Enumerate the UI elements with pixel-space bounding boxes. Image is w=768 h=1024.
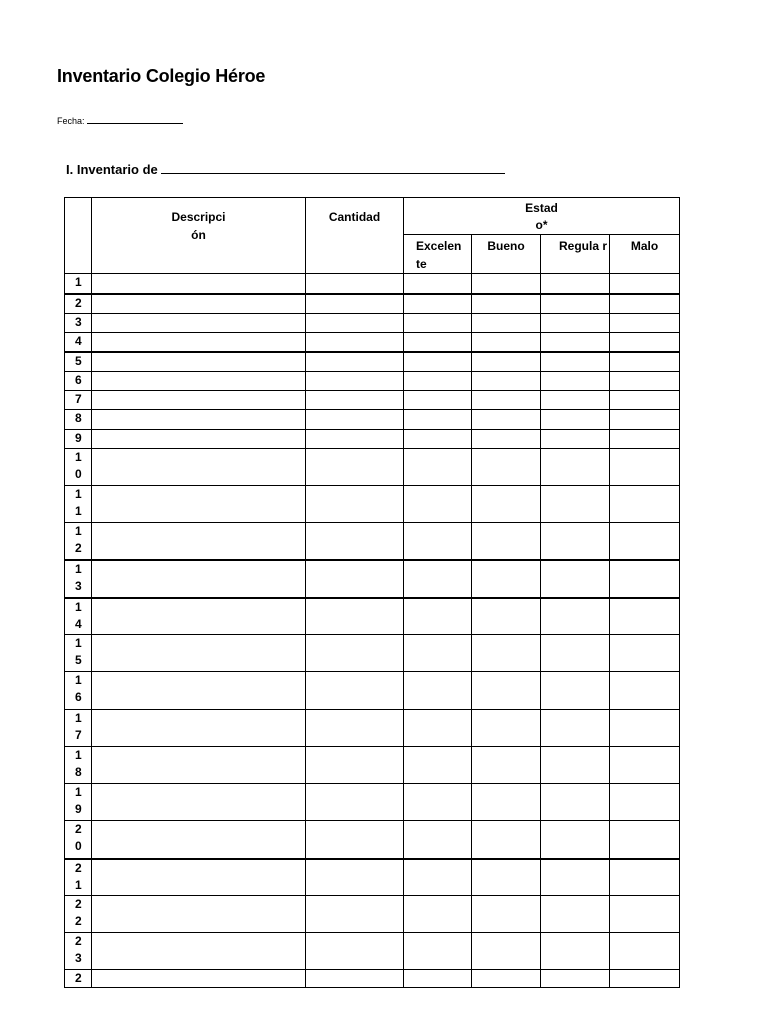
cell-regular[interactable] — [541, 970, 610, 988]
cell-cantidad[interactable] — [306, 598, 404, 635]
row-number: 16 — [65, 672, 92, 710]
cell-excelente[interactable] — [404, 274, 472, 294]
section-label: I. Inventario de — [66, 162, 158, 177]
row-number: 22 — [65, 896, 92, 933]
table-row — [65, 372, 680, 391]
cell-cantidad[interactable] — [306, 391, 404, 410]
cell-malo[interactable] — [610, 352, 680, 372]
table-row — [65, 747, 680, 784]
cell-excelente[interactable] — [404, 333, 472, 352]
row-number: 15 — [65, 635, 92, 672]
cell-bueno[interactable] — [472, 784, 541, 821]
cell-excelente[interactable] — [404, 449, 472, 486]
cell-regular[interactable] — [541, 523, 610, 560]
cell-bueno[interactable] — [472, 710, 541, 747]
cell-descripcion[interactable] — [92, 523, 306, 560]
cell-excelente[interactable] — [404, 560, 472, 598]
header-bueno: Bueno — [472, 235, 541, 274]
row-number: 1 — [65, 274, 92, 294]
row-number: 23 — [65, 933, 92, 970]
cell-excelente[interactable] — [404, 747, 472, 784]
cell-malo[interactable] — [610, 710, 680, 747]
cell-descripcion[interactable] — [92, 294, 306, 314]
cell-malo[interactable] — [610, 410, 680, 430]
table-row — [65, 430, 680, 449]
row-number: 12 — [65, 523, 92, 560]
cell-regular[interactable] — [541, 672, 610, 710]
cell-regular[interactable] — [541, 859, 610, 896]
cell-bueno[interactable] — [472, 410, 541, 430]
cell-cantidad[interactable] — [306, 372, 404, 391]
cell-malo[interactable] — [610, 372, 680, 391]
row-number: 18 — [65, 747, 92, 784]
cell-cantidad[interactable] — [306, 430, 404, 449]
cell-cantidad[interactable] — [306, 747, 404, 784]
row-number: 19 — [65, 784, 92, 821]
row-number: 11 — [65, 486, 92, 523]
cell-bueno[interactable] — [472, 821, 541, 859]
header-regular: Regula r — [541, 235, 610, 274]
cell-cantidad[interactable] — [306, 672, 404, 710]
cell-regular[interactable] — [541, 430, 610, 449]
table-row — [65, 710, 680, 747]
cell-malo[interactable] — [610, 672, 680, 710]
cell-malo[interactable] — [610, 294, 680, 314]
cell-cantidad[interactable] — [306, 410, 404, 430]
row-number: 2 — [65, 294, 92, 314]
cell-malo[interactable] — [610, 314, 680, 333]
table-row — [65, 672, 680, 710]
cell-bueno[interactable] — [472, 635, 541, 672]
cell-descripcion[interactable] — [92, 821, 306, 859]
cell-descripcion[interactable] — [92, 560, 306, 598]
cell-descripcion[interactable] — [92, 970, 306, 988]
page-title: Inventario Colegio Héroe — [57, 66, 266, 86]
cell-malo[interactable] — [610, 821, 680, 859]
table-row — [65, 933, 680, 970]
cell-excelente[interactable] — [404, 372, 472, 391]
table-row — [65, 635, 680, 672]
cell-cantidad[interactable] — [306, 274, 404, 294]
cell-bueno[interactable] — [472, 896, 541, 933]
cell-excelente[interactable] — [404, 410, 472, 430]
cell-excelente[interactable] — [404, 635, 472, 672]
cell-malo[interactable] — [610, 896, 680, 933]
row-number: 13 — [65, 560, 92, 598]
table-row — [65, 314, 680, 333]
fecha-field[interactable] — [57, 114, 183, 126]
row-number: 8 — [65, 410, 92, 430]
cell-excelente[interactable] — [404, 859, 472, 896]
cell-bueno[interactable] — [472, 430, 541, 449]
cell-bueno[interactable] — [472, 933, 541, 970]
cell-descripcion[interactable] — [92, 784, 306, 821]
cell-excelente[interactable] — [404, 314, 472, 333]
cell-excelente[interactable] — [404, 784, 472, 821]
cell-bueno[interactable] — [472, 352, 541, 372]
cell-cantidad[interactable] — [306, 560, 404, 598]
cell-excelente[interactable] — [404, 486, 472, 523]
row-number: 2 — [65, 970, 92, 988]
cell-malo[interactable] — [610, 635, 680, 672]
table-body — [65, 274, 680, 988]
table-row — [65, 333, 680, 352]
cell-cantidad[interactable] — [306, 314, 404, 333]
cell-bueno[interactable] — [472, 747, 541, 784]
cell-descripcion[interactable] — [92, 372, 306, 391]
cell-regular[interactable] — [541, 598, 610, 635]
cell-descripcion[interactable] — [92, 410, 306, 430]
cell-excelente[interactable] — [404, 523, 472, 560]
cell-bueno[interactable] — [472, 449, 541, 486]
cell-bueno[interactable] — [472, 333, 541, 352]
cell-regular[interactable] — [541, 314, 610, 333]
cell-descripcion[interactable] — [92, 598, 306, 635]
cell-regular[interactable] — [541, 933, 610, 970]
cell-regular[interactable] — [541, 747, 610, 784]
cell-bueno[interactable] — [472, 523, 541, 560]
cell-malo[interactable] — [610, 970, 680, 988]
cell-descripcion[interactable] — [92, 896, 306, 933]
cell-regular[interactable] — [541, 896, 610, 933]
table-row — [65, 896, 680, 933]
cell-bueno[interactable] — [472, 859, 541, 896]
cell-regular[interactable] — [541, 410, 610, 430]
cell-malo[interactable] — [610, 274, 680, 294]
header-descripcion: Descripci ón — [92, 198, 306, 274]
cell-excelente[interactable] — [404, 896, 472, 933]
cell-malo[interactable] — [610, 859, 680, 896]
row-number: 5 — [65, 352, 92, 372]
cell-cantidad[interactable] — [306, 784, 404, 821]
cell-cantidad[interactable] — [306, 821, 404, 859]
cell-descripcion[interactable] — [92, 635, 306, 672]
cell-regular[interactable] — [541, 784, 610, 821]
fecha-blank-line[interactable] — [87, 114, 183, 124]
header-excelente: Excelen te — [404, 235, 472, 274]
cell-excelente[interactable] — [404, 598, 472, 635]
cell-descripcion[interactable] — [92, 352, 306, 372]
cell-excelente[interactable] — [404, 391, 472, 410]
cell-descripcion[interactable] — [92, 672, 306, 710]
cell-bueno[interactable] — [472, 486, 541, 523]
cell-bueno[interactable] — [472, 294, 541, 314]
cell-cantidad[interactable] — [306, 333, 404, 352]
inventory-table — [64, 197, 680, 988]
cell-malo[interactable] — [610, 747, 680, 784]
row-number: 6 — [65, 372, 92, 391]
cell-bueno[interactable] — [472, 598, 541, 635]
row-number: 10 — [65, 449, 92, 486]
cell-regular[interactable] — [541, 449, 610, 486]
header-estado: Estad o* — [404, 198, 680, 235]
cell-cantidad[interactable] — [306, 710, 404, 747]
cell-descripcion[interactable] — [92, 314, 306, 333]
cell-malo[interactable] — [610, 523, 680, 560]
row-number: 21 — [65, 859, 92, 896]
table-row — [65, 598, 680, 635]
table-row — [65, 410, 680, 430]
section-blank-line[interactable] — [161, 160, 505, 174]
cell-cantidad[interactable] — [306, 970, 404, 988]
cell-bueno[interactable] — [472, 970, 541, 988]
cell-excelente[interactable] — [404, 710, 472, 747]
table-row — [65, 859, 680, 896]
cell-cantidad[interactable] — [306, 933, 404, 970]
cell-descripcion[interactable] — [92, 859, 306, 896]
row-number: 17 — [65, 710, 92, 747]
cell-excelente[interactable] — [404, 970, 472, 988]
cell-regular[interactable] — [541, 821, 610, 859]
table-row — [65, 784, 680, 821]
table-row — [65, 970, 680, 988]
cell-malo[interactable] — [610, 333, 680, 352]
cell-cantidad[interactable] — [306, 523, 404, 560]
cell-excelente[interactable] — [404, 352, 472, 372]
cell-descripcion[interactable] — [92, 747, 306, 784]
table-row — [65, 391, 680, 410]
cell-bueno[interactable] — [472, 672, 541, 710]
cell-malo[interactable] — [610, 933, 680, 970]
section-heading — [66, 160, 505, 177]
row-number: 7 — [65, 391, 92, 410]
table-row — [65, 821, 680, 859]
table-row — [65, 486, 680, 523]
cell-bueno[interactable] — [472, 560, 541, 598]
cell-regular[interactable] — [541, 352, 610, 372]
cell-descripcion[interactable] — [92, 486, 306, 523]
cell-descripcion[interactable] — [92, 274, 306, 294]
cell-descripcion[interactable] — [92, 430, 306, 449]
header-number — [65, 198, 92, 274]
fecha-label: Fecha: — [57, 116, 85, 126]
table-row — [65, 449, 680, 486]
row-number: 20 — [65, 821, 92, 859]
cell-excelente[interactable] — [404, 672, 472, 710]
cell-regular[interactable] — [541, 486, 610, 523]
cell-cantidad[interactable] — [306, 635, 404, 672]
cell-cantidad[interactable] — [306, 294, 404, 314]
cell-cantidad[interactable] — [306, 896, 404, 933]
cell-cantidad[interactable] — [306, 352, 404, 372]
cell-regular[interactable] — [541, 294, 610, 314]
cell-regular[interactable] — [541, 710, 610, 747]
cell-bueno[interactable] — [472, 274, 541, 294]
cell-malo[interactable] — [610, 391, 680, 410]
cell-descripcion[interactable] — [92, 710, 306, 747]
cell-bueno[interactable] — [472, 391, 541, 410]
row-number: 4 — [65, 333, 92, 352]
cell-bueno[interactable] — [472, 372, 541, 391]
table-row — [65, 560, 680, 598]
cell-regular[interactable] — [541, 372, 610, 391]
cell-excelente[interactable] — [404, 933, 472, 970]
cell-regular[interactable] — [541, 274, 610, 294]
cell-malo[interactable] — [610, 486, 680, 523]
cell-cantidad[interactable] — [306, 486, 404, 523]
cell-regular[interactable] — [541, 560, 610, 598]
cell-descripcion[interactable] — [92, 391, 306, 410]
cell-excelente[interactable] — [404, 821, 472, 859]
table-row — [65, 294, 680, 314]
row-number: 14 — [65, 598, 92, 635]
cell-regular[interactable] — [541, 635, 610, 672]
cell-regular[interactable] — [541, 333, 610, 352]
header-cantidad: Cantidad — [306, 198, 404, 274]
cell-regular[interactable] — [541, 391, 610, 410]
table-row — [65, 274, 680, 294]
cell-descripcion[interactable] — [92, 449, 306, 486]
table-row — [65, 352, 680, 372]
cell-malo[interactable] — [610, 449, 680, 486]
cell-malo[interactable] — [610, 430, 680, 449]
cell-cantidad[interactable] — [306, 859, 404, 896]
cell-bueno[interactable] — [472, 314, 541, 333]
cell-descripcion[interactable] — [92, 933, 306, 970]
cell-malo[interactable] — [610, 560, 680, 598]
header-malo: Malo — [610, 235, 680, 274]
cell-malo[interactable] — [610, 598, 680, 635]
cell-cantidad[interactable] — [306, 449, 404, 486]
row-number: 3 — [65, 314, 92, 333]
cell-malo[interactable] — [610, 784, 680, 821]
cell-excelente[interactable] — [404, 430, 472, 449]
cell-excelente[interactable] — [404, 294, 472, 314]
table-row — [65, 523, 680, 560]
table-header — [65, 198, 680, 274]
row-number: 9 — [65, 430, 92, 449]
cell-descripcion[interactable] — [92, 333, 306, 352]
